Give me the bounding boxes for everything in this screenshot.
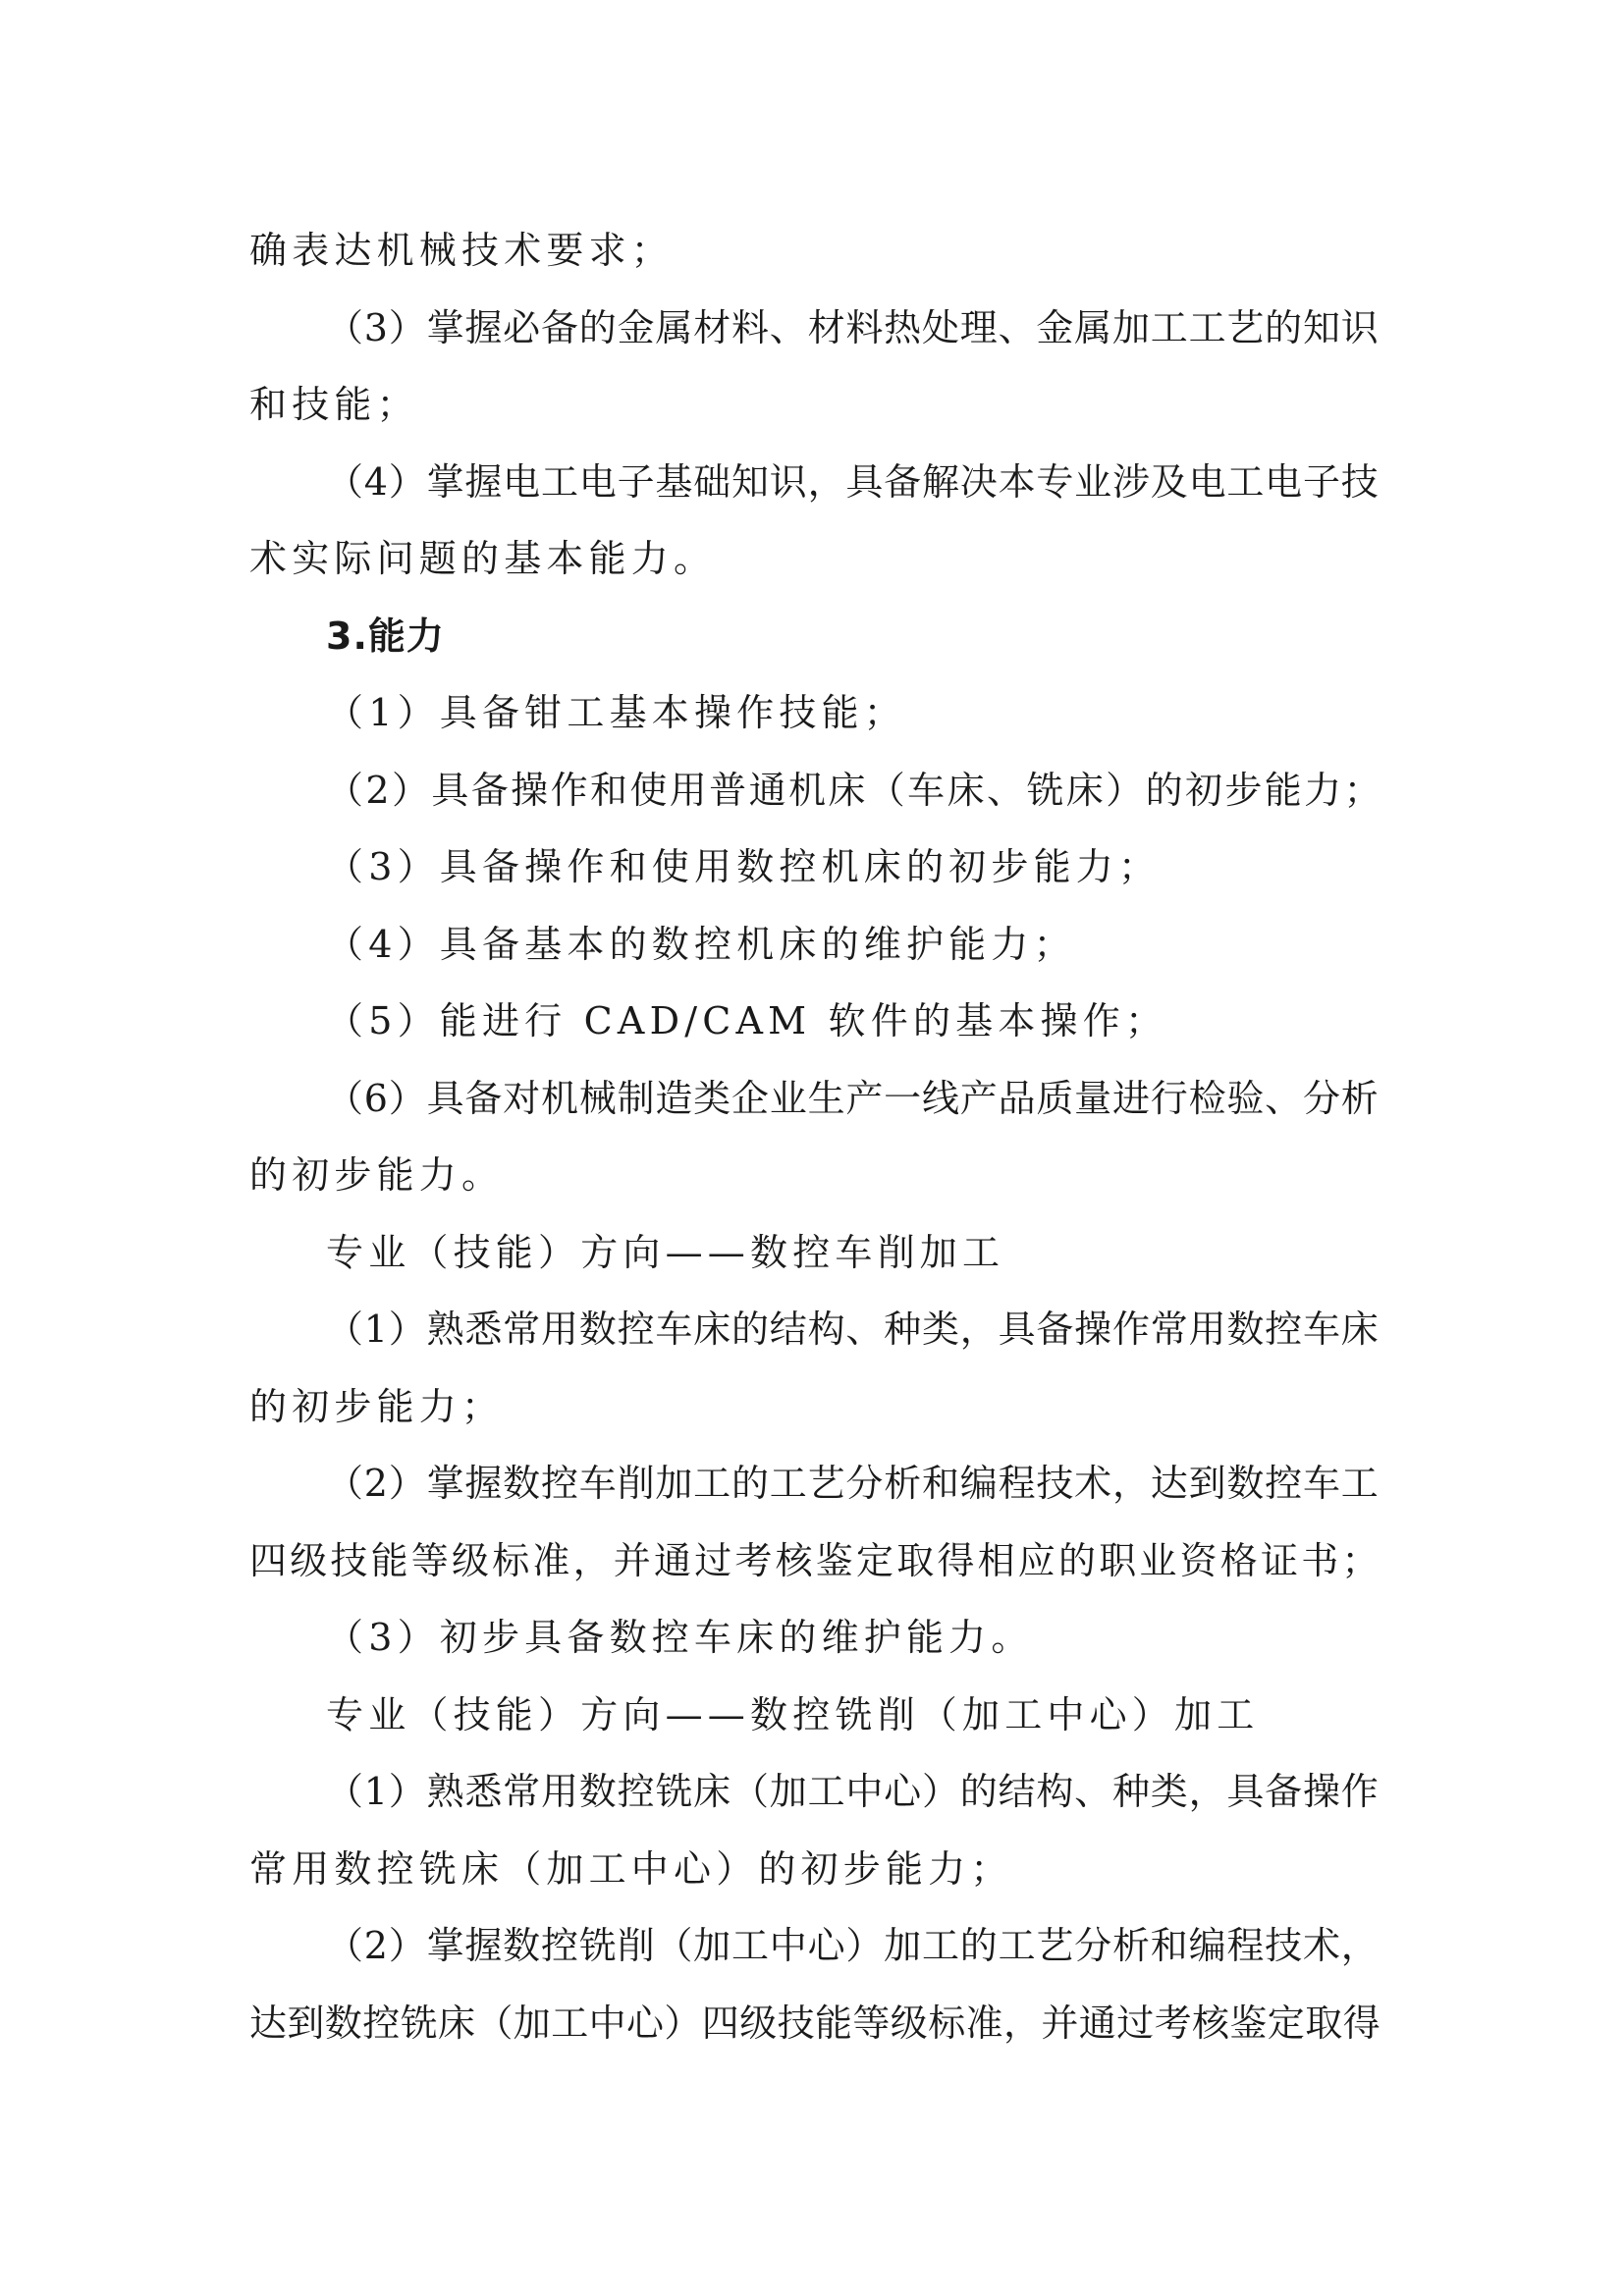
- text-line: 常用数控铣床（加工中心）的初步能力；: [249, 1846, 1013, 1891]
- text-line: （1）熟悉常用数控车床的结构、种类，具备操作常用数控车床: [326, 1308, 1380, 1351]
- text-line: 的初步能力。: [249, 1153, 505, 1197]
- text-line: 确表达机械技术要求；: [249, 229, 675, 272]
- text-line: （3）掌握必备的金属材料、材料热处理、金属加工工艺的知识: [326, 305, 1380, 349]
- text-line: 的初步能力；: [249, 1384, 505, 1428]
- text-line: （2）掌握数控车削加工的工艺分析和编程技术，达到数控车工: [326, 1462, 1380, 1505]
- direction-heading: 专业（技能）方向——数控铣削（加工中心）加工: [326, 1692, 1260, 1736]
- text-line: （5）能进行 CAD/CAM 软件的基本操作；: [326, 999, 1168, 1042]
- text-line: 达到数控铣床（加工中心）四级技能等级标准，并通过考核鉴定取得: [249, 2001, 1381, 2045]
- text-line: （2）具备操作和使用普通机床（车床、铣床）的初步能力；: [326, 768, 1383, 812]
- direction-heading: 专业（技能）方向——数控车削加工: [326, 1230, 1005, 1274]
- text-line: 四级技能等级标准，并通过考核鉴定取得相应的职业资格证书；: [249, 1538, 1382, 1582]
- text-line: （3）初步具备数控车床的维护能力。: [326, 1616, 1034, 1659]
- text-line: （2）掌握数控铣削（加工中心）加工的工艺分析和编程技术，: [326, 1924, 1380, 1967]
- document-body: [249, 212, 1388, 2061]
- text-line: 和技能；: [249, 383, 419, 426]
- text-line: （3）具备操作和使用数控机床的初步能力；: [326, 845, 1162, 888]
- text-line: （1）具备钳工基本操作技能；: [326, 691, 906, 734]
- text-line: （4）掌握电工电子基础知识，具备解决本专业涉及电工电子技: [326, 459, 1380, 504]
- text-line: （1）熟悉常用数控铣床（加工中心）的结构、种类，具备操作: [326, 1770, 1380, 1813]
- text-line: （4）具备基本的数控机床的维护能力；: [326, 922, 1076, 966]
- section-heading: 3.能力: [326, 614, 445, 658]
- text-line: 术实际问题的基本能力。: [249, 537, 717, 580]
- text-line: （6）具备对机械制造类企业生产一线产品质量进行检验、分析: [326, 1076, 1380, 1120]
